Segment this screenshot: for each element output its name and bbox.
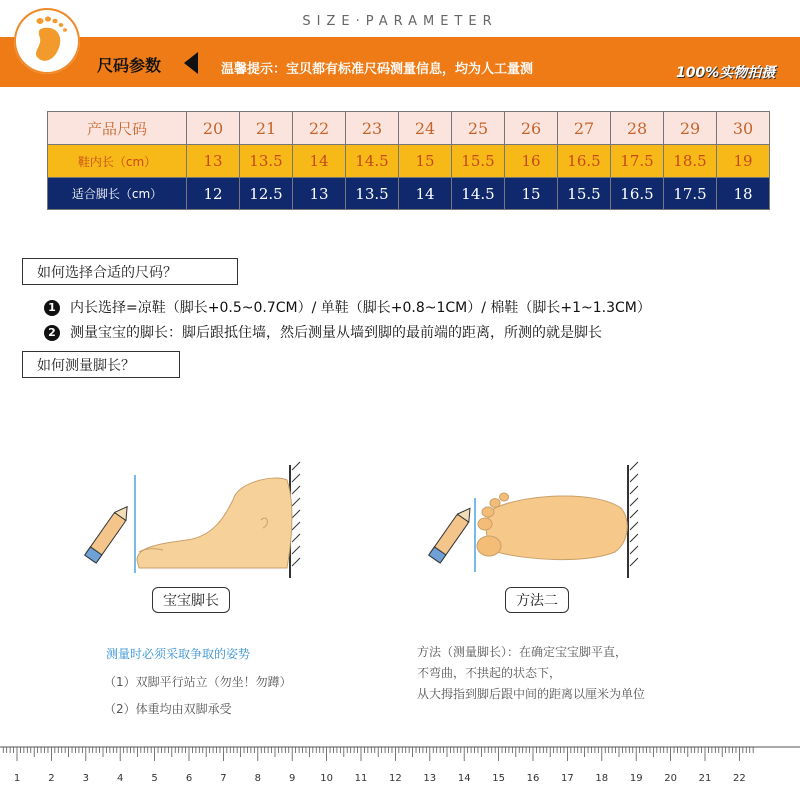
choose-size-heading: 如何选择合适的尺码？ — [22, 258, 238, 285]
ruler-label: 3 — [82, 773, 89, 784]
size-table-row — [48, 145, 770, 178]
size-table-cell: 13.5 — [346, 178, 399, 210]
size-table-cell: 14 — [293, 145, 346, 178]
ruler-label: 1 — [13, 773, 21, 784]
size-table-cell: 27 — [558, 112, 611, 145]
size-table-cell: 15 — [399, 145, 452, 178]
size-table — [47, 111, 770, 210]
size-table-cell: 12 — [187, 178, 240, 210]
size-table-cell: 12.5 — [240, 178, 293, 210]
real-photo-badge: 100%实物拍摄 — [676, 65, 776, 81]
side-foot-illustration — [75, 460, 315, 580]
ruler-label: 21 — [698, 773, 712, 784]
ruler-label: 14 — [457, 773, 471, 784]
ruler-label: 2 — [48, 773, 55, 784]
size-table-cell: 14.5 — [452, 178, 505, 210]
ruler-label: 6 — [185, 773, 193, 784]
size-table-cell: 24 — [399, 112, 452, 145]
size-table-cell: 21 — [240, 112, 293, 145]
size-table-cell: 29 — [664, 112, 717, 145]
size-table-cell: 16 — [505, 145, 558, 178]
method-line-3: 从大拇指到脚后跟中间的距离以厘米为单位 — [417, 687, 646, 701]
ruler-label: 4 — [117, 773, 124, 784]
posture-note-2: （2）体重均由双脚承受 — [104, 702, 232, 716]
ruler-label: 20 — [664, 773, 677, 784]
ruler-label: 5 — [151, 773, 158, 784]
figure2-caption: 方法二 — [505, 587, 569, 613]
size-table-row — [48, 112, 770, 145]
size-table-cell: 20 — [187, 112, 240, 145]
size-table-cell: 25 — [452, 112, 505, 145]
size-table-cell: 15.5 — [558, 178, 611, 210]
step-number-1-icon: 1 — [44, 300, 60, 316]
figure1-caption: 宝宝脚长 — [152, 587, 230, 613]
banner-arrow-icon — [184, 52, 198, 74]
size-table-cell: 16.5 — [611, 178, 664, 210]
size-table-cell: 13 — [187, 145, 240, 178]
size-table-cell: 13.5 — [240, 145, 293, 178]
size-table-cell: 19 — [717, 145, 770, 178]
choose-step-2-text: 测量宝宝的脚长：脚后跟抵住墙，然后测量从墙到脚的最前端的距离，所测的就是脚长 — [70, 325, 602, 341]
posture-note-title: 测量时必须采取争取的姿势 — [106, 647, 251, 661]
ruler-label: 9 — [289, 773, 296, 784]
ruler-label: 13 — [423, 773, 437, 784]
ruler-label: 10 — [320, 773, 333, 784]
ruler — [0, 745, 800, 786]
ruler-label: 15 — [492, 773, 505, 784]
banner-tip: 温馨提示：宝贝都有标准尺码测量信息，均为人工量测 — [221, 62, 534, 77]
size-table-cell: 28 — [611, 112, 664, 145]
method-line-1: 方法（测量脚长）：在确定宝宝脚平直， — [417, 645, 628, 659]
size-table-cell: 23 — [346, 112, 399, 145]
size-table-cell: 22 — [293, 112, 346, 145]
size-table-cell: 17.5 — [664, 178, 717, 210]
ruler-label: 7 — [220, 773, 227, 784]
foot-logo-icon — [14, 8, 80, 74]
size-table-row-label: 产品尺码 — [48, 112, 187, 145]
size-table-cell: 16.5 — [558, 145, 611, 178]
choose-step-2 — [44, 322, 602, 342]
ruler-label: 17 — [561, 773, 574, 784]
foot-logo — [14, 8, 80, 74]
measure-heading: 如何测量脚长？ — [22, 351, 180, 378]
size-table-cell: 30 — [717, 112, 770, 145]
method-line-2: 不弯曲，不拱起的状态下， — [417, 666, 562, 680]
size-table-cell: 18 — [717, 178, 770, 210]
size-table-row — [48, 178, 770, 210]
ruler-label: 8 — [254, 773, 261, 784]
size-table-cell: 13 — [293, 178, 346, 210]
size-table-cell: 15 — [505, 178, 558, 210]
size-table-cell: 17.5 — [611, 145, 664, 178]
size-table-cell: 15.5 — [452, 145, 505, 178]
size-table-cell: 26 — [505, 112, 558, 145]
ruler-label: 16 — [526, 773, 540, 784]
ruler-label: 11 — [354, 773, 368, 784]
posture-note-1: （1）双脚平行站立（勿坐！勿蹲） — [104, 675, 292, 689]
choose-step-1 — [44, 297, 651, 317]
size-table-cell: 18.5 — [664, 145, 717, 178]
choose-step-1-text: 内长选择=凉鞋（脚长+0.5~0.7CM）/ 单鞋（脚长+0.8~1CM）/ 棉鞋（脚长+1~1.3CM） — [70, 300, 651, 316]
size-table-cell: 14.5 — [346, 145, 399, 178]
size-table-cell: 14 — [399, 178, 452, 210]
top-foot-illustration — [425, 460, 645, 582]
ruler-label: 22 — [733, 773, 746, 784]
banner-title: 尺码参数 — [97, 56, 162, 75]
size-table-row-label: 适合脚长（cm） — [48, 178, 187, 210]
step-number-2-icon: 2 — [44, 325, 60, 341]
ruler-label: 18 — [595, 773, 609, 784]
size-table-row-label: 鞋内长（cm） — [48, 145, 187, 178]
size-parameter-caption: SIZE·PARAMETER — [302, 14, 498, 29]
ruler-label: 12 — [389, 773, 402, 784]
ruler-label: 19 — [629, 773, 643, 784]
